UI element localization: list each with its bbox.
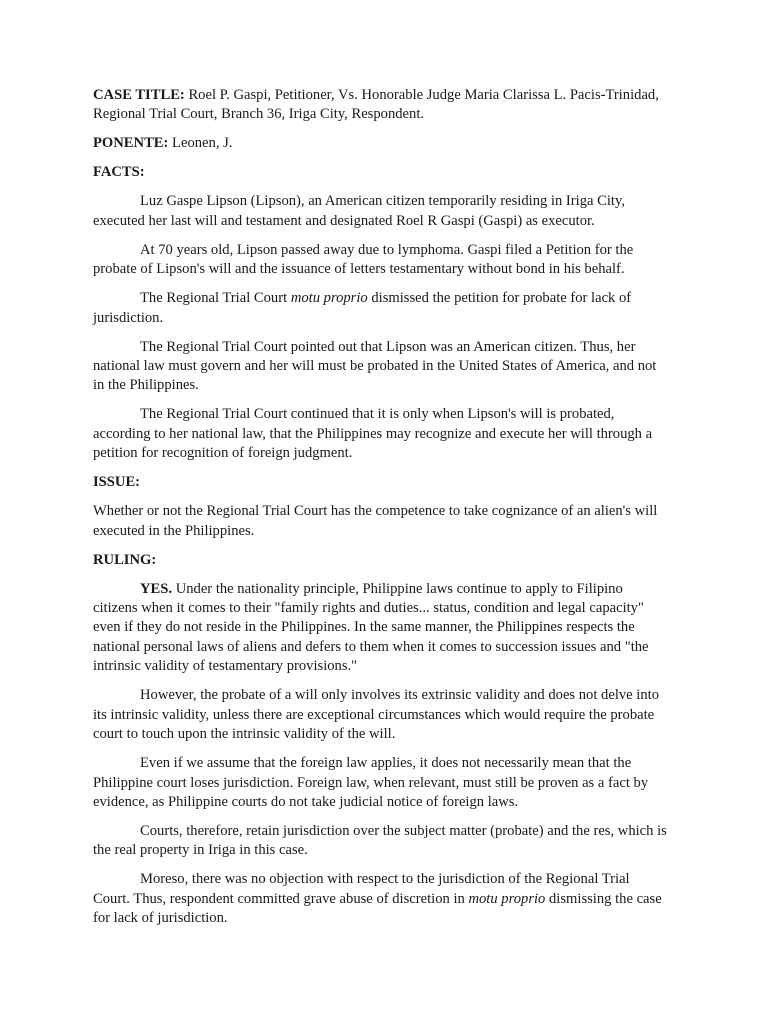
- case-title-value: Roel P. Gaspi, Petitioner, Vs. Honorable Judge Maria Clarissa L. Pacis-Trinidad, Regional Trial Court, Branch 36, Iriga City, Respondent.: [93, 87, 659, 123]
- ruling-paragraph-5: [93, 870, 668, 928]
- case-title: [93, 86, 668, 125]
- facts-paragraph-3: [93, 289, 668, 328]
- facts-paragraph-3-end: dismissed the petition for probate for lack of jurisdiction.: [93, 290, 632, 326]
- facts-paragraph-1: Luz Gaspe Lipson (Lipson), an American citizen temporarily residing in Iriga City, executed her last will and testament and designated Roel R Gaspi (Gaspi) as executor.: [93, 193, 625, 229]
- ruling-paragraph-1-text: Under the nationality principle, Philippine laws continue to apply to Filipino citizens when it comes to their "family rights and duties... status, condition and legal capacity" even if they do not reside in the Philippines. In the same manner, the Philippines respects the national personal laws of aliens and defers to them when it comes to succession issues and "the intrinsic validity of testamentary provisions.": [93, 580, 649, 675]
- ruling-paragraph-4: Courts, therefore, retain jurisdiction over the subject matter (probate) and the res, which is the real property in Iriga in this case.: [93, 822, 667, 859]
- issue-text: Whether or not the Regional Trial Court has the competence to take cognizance of an alien's will executed in the Philippines.: [93, 503, 658, 539]
- facts-paragraph-3-italic: motu proprio: [290, 290, 368, 307]
- case-title-label: CASE TITLE:: [93, 87, 185, 103]
- ruling-paragraph-1: [93, 580, 668, 677]
- ruling-paragraph-5-italic: motu proprio: [468, 890, 546, 907]
- facts-paragraph-3-start: The Regional Trial Court: [140, 290, 291, 307]
- issue-heading: ISSUE:: [93, 474, 141, 491]
- facts-heading: FACTS:: [93, 164, 145, 181]
- facts-paragraph-5: The Regional Trial Court continued that it is only when Lipson's will is probated, according to her national law, that the Philippines may recognize and execute her will through a petition for recognition of foreign judgment.: [93, 406, 653, 462]
- ponente: [93, 134, 668, 153]
- ponente-value: Leonen, J.: [168, 135, 233, 152]
- document-page: [93, 86, 668, 938]
- ruling-paragraph-5-start: Moreso, there was no objection with respect to the jurisdiction of the Regional Trial Court. Thus, respondent committed grave abuse of discretion in: [93, 871, 630, 907]
- ruling-paragraph-2: However, the probate of a will only involves its extrinsic validity and does not delve into its intrinsic validity, unless there are exceptional circumstances which would require the probate court to touch upon the intrinsic validity of the will.: [93, 687, 660, 743]
- ponente-label: PONENTE:: [93, 135, 169, 152]
- ruling-paragraph-3: Even if we assume that the foreign law applies, it does not necessarily mean that the Philippine court loses jurisdiction. Foreign law, when relevant, must still be proven as a fact by evidence, as Philippine courts do not take judicial notice of foreign laws.: [93, 755, 649, 810]
- ruling-answer: YES.: [140, 580, 173, 597]
- facts-paragraph-4: The Regional Trial Court pointed out that Lipson was an American citizen. Thus, her national law must govern and her will must be probated in the United States of America, and not in the Philippines.: [93, 338, 657, 394]
- ruling-heading: RULING:: [93, 551, 157, 568]
- ruling-paragraph-5-end: dismissing the case for lack of jurisdiction.: [93, 890, 662, 927]
- facts-paragraph-2: At 70 years old, Lipson passed away due to lymphoma. Gaspi filed a Petition for the probate of Lipson's will and the issuance of letters testamentary without bond in his behalf.: [93, 241, 634, 278]
